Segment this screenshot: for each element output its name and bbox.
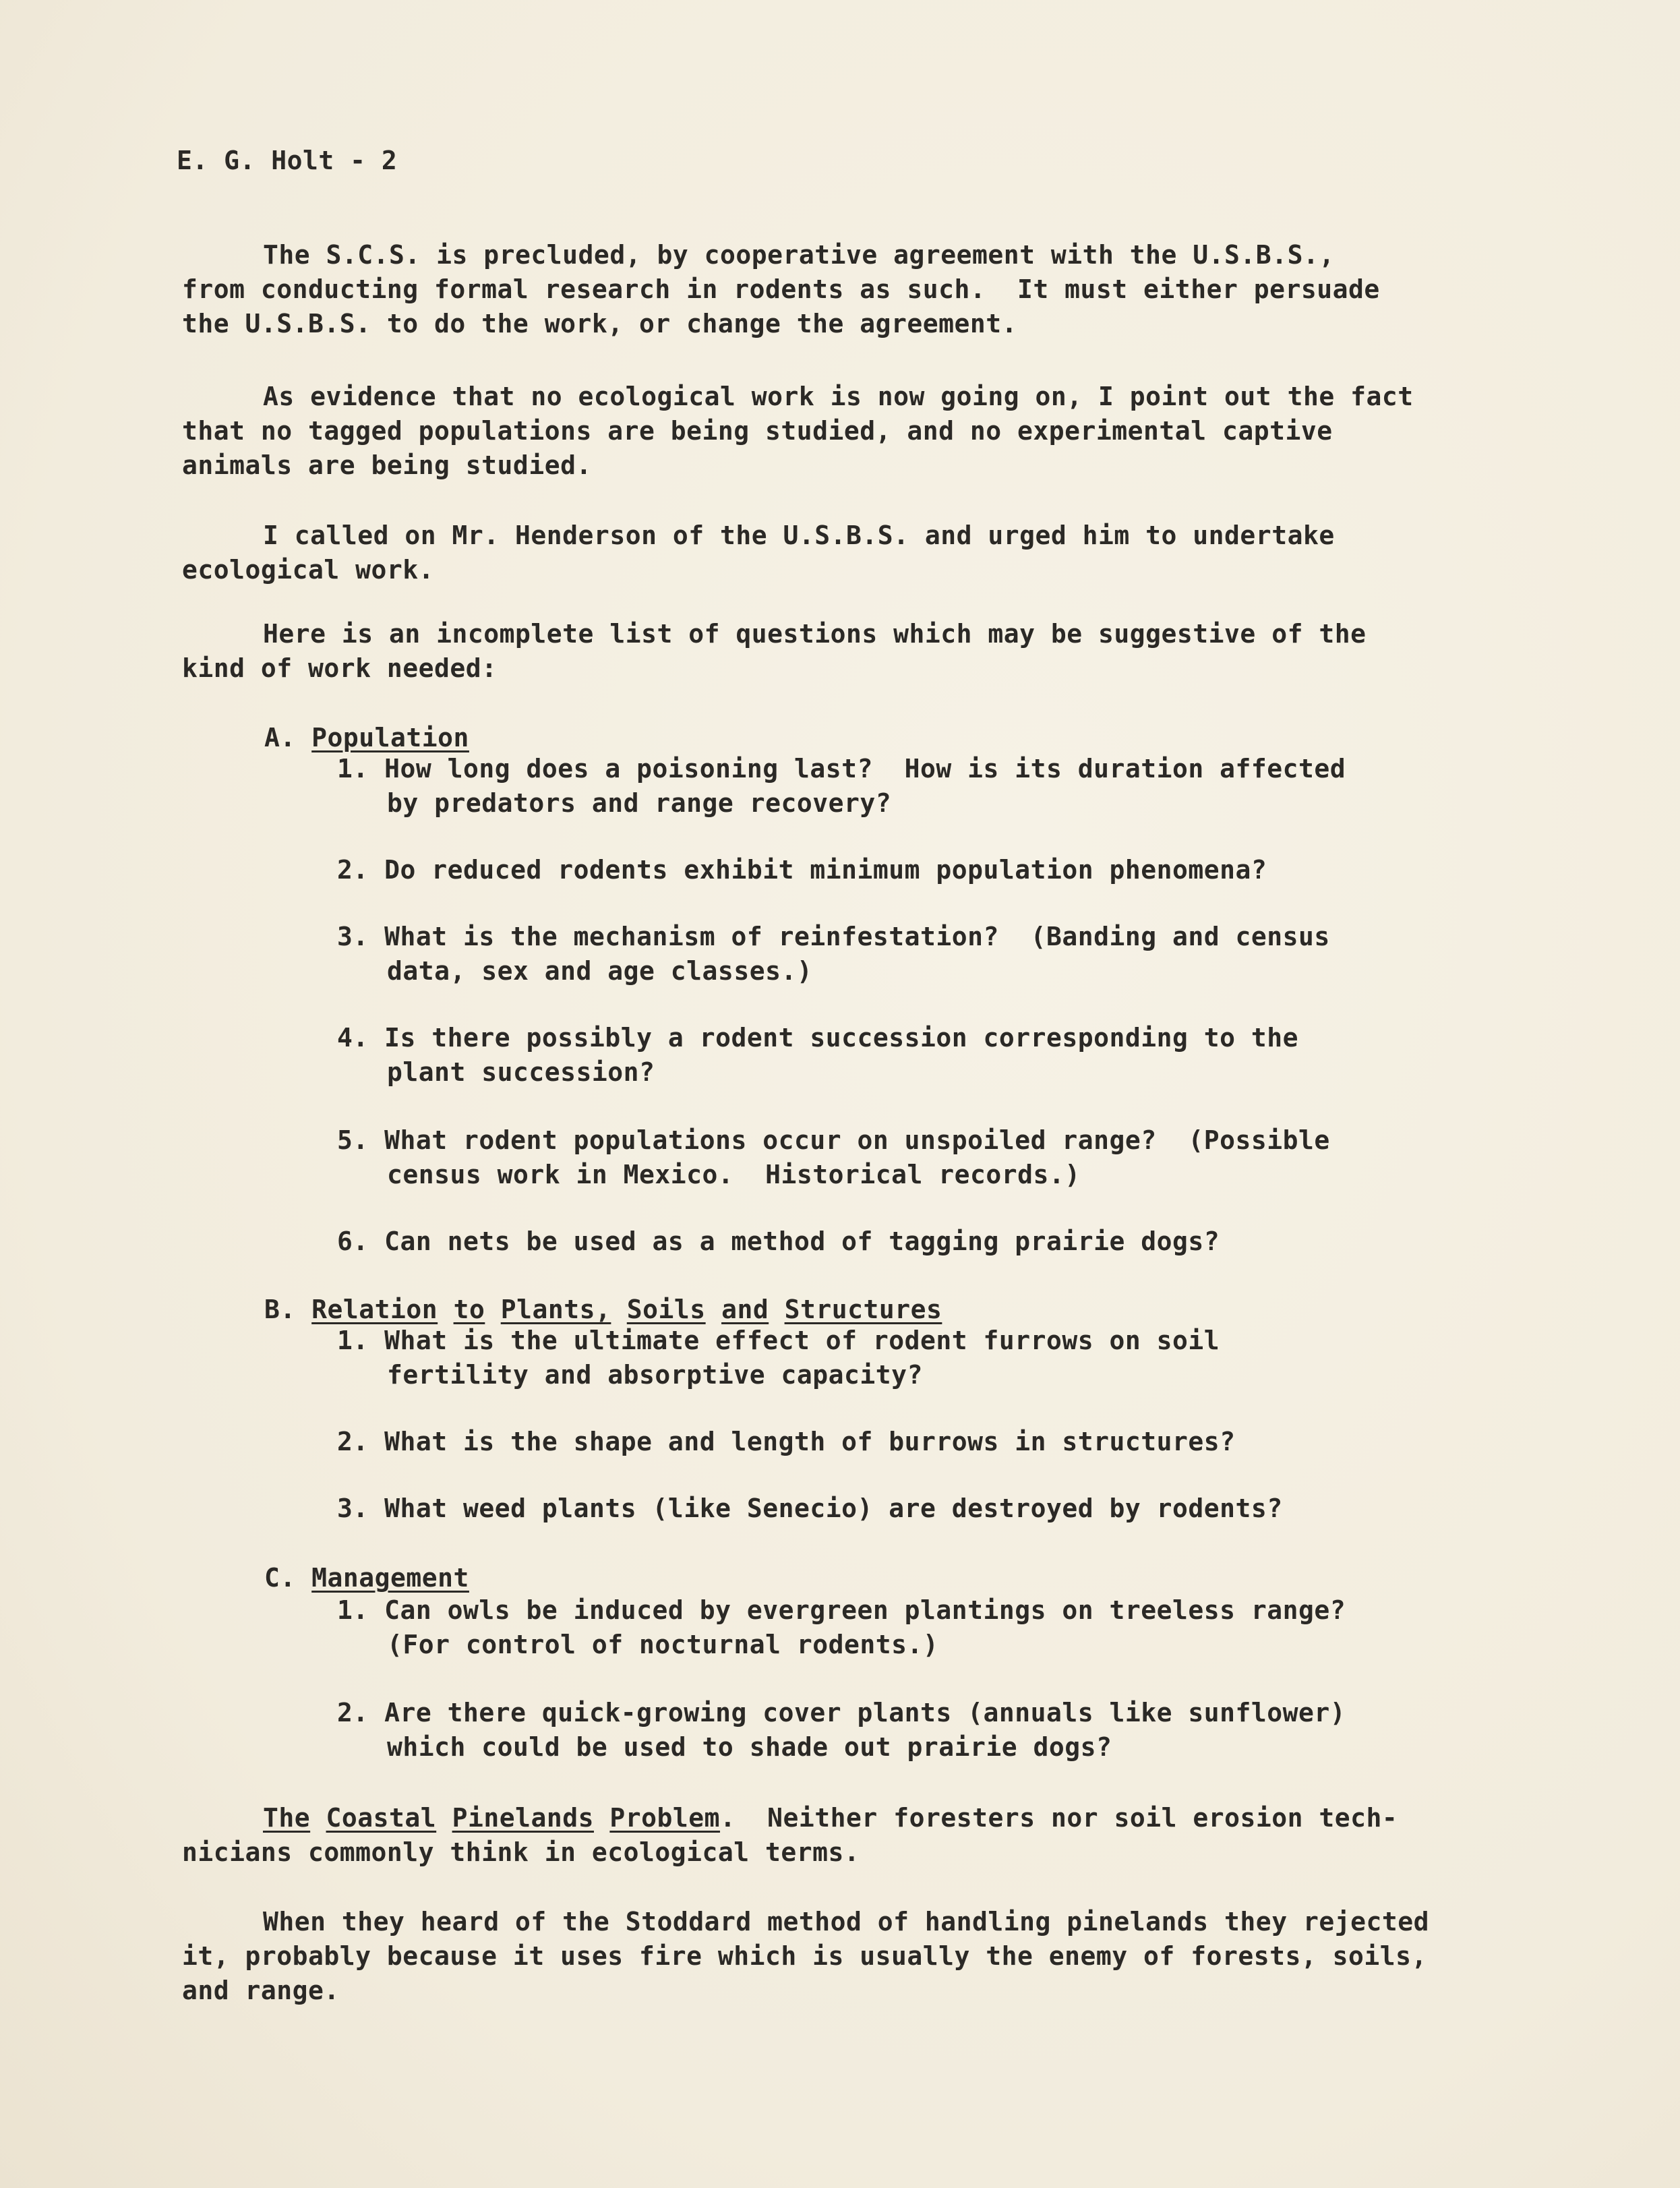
- c-q1-line1: 1. Can owls be induced by evergreen plantings on treeless range?: [337, 1595, 1346, 1625]
- coastal-line1-rest: . Neither foresters nor soil erosion tech-: [720, 1803, 1398, 1833]
- para2-line2: that no tagged populations are being studied, and no experimental captive: [182, 416, 1333, 446]
- section-b-title-w1: Relation: [311, 1295, 438, 1324]
- a-q3-line2: data, sex and age classes.): [387, 956, 813, 986]
- para3-line2: ecological work.: [182, 555, 435, 585]
- para4-line2: kind of work needed:: [182, 653, 498, 683]
- b-q1-line1: 1. What is the ultimate effect of rodent furrows on soil: [337, 1326, 1220, 1355]
- para3-line1: I called on Mr. Henderson of the U.S.B.S. and urged him to undertake: [263, 521, 1335, 550]
- para-last-line1: When they heard of the Stoddard method of handling pinelands they rejected: [263, 1907, 1429, 1936]
- b-q1-line2: fertility and absorptive capacity?: [387, 1360, 923, 1390]
- section-c-letter: C.: [264, 1563, 296, 1593]
- a-q5-line2: census work in Mexico. Historical records.): [387, 1160, 1081, 1189]
- para2-line3: animals are being studied.: [182, 450, 592, 480]
- section-b-title-w5: and: [721, 1295, 769, 1324]
- coastal-title-w2: Coastal: [326, 1803, 437, 1833]
- section-b-title-w6: Structures: [784, 1295, 942, 1324]
- section-b-title-w2: to: [453, 1295, 485, 1324]
- para1-line2: from conducting formal research in rodents as such. It must either persuade: [182, 274, 1380, 304]
- coastal-title-w3: Pinelands: [452, 1803, 594, 1833]
- section-a-heading: [264, 720, 469, 755]
- a-q1-line2: by predators and range recovery?: [387, 788, 892, 818]
- a-q4-line2: plant succession?: [387, 1057, 655, 1087]
- a-q5-line1: 5. What rodent populations occur on unspoiled range? (Possible: [337, 1125, 1330, 1155]
- para1-line1: The S.C.S. is precluded, by cooperative agreement with the U.S.B.S.,: [263, 240, 1335, 270]
- a-q2-line1: 2. Do reduced rodents exhibit minimum population phenomena?: [337, 855, 1267, 885]
- section-a-title: Population: [311, 723, 469, 752]
- b-q2-line1: 2. What is the shape and length of burrows in structures?: [337, 1427, 1236, 1456]
- para-last-line3: and range.: [182, 1976, 340, 2005]
- a-q1-line1: 1. How long does a poisoning last? How is its duration affected: [337, 754, 1346, 783]
- section-c-title: Management: [311, 1563, 469, 1593]
- b-q3-line1: 3. What weed plants (like Senecio) are destroyed by rodents?: [337, 1494, 1283, 1523]
- page-header: E. G. Holt - 2: [177, 146, 398, 175]
- para-last-line2: it, probably because it uses fire which is usually the enemy of forests, soils,: [182, 1941, 1427, 1971]
- c-q2-line1: 2. Are there quick-growing cover plants (annuals like sunflower): [337, 1698, 1346, 1727]
- section-c-heading: [264, 1560, 469, 1595]
- section-b-heading: [264, 1292, 942, 1327]
- section-b-letter: B.: [264, 1295, 296, 1324]
- coastal-title-w1: The: [263, 1803, 311, 1833]
- section-b-title-w3: Plants,: [500, 1295, 611, 1324]
- coastal-title-w4: Problem: [609, 1803, 721, 1833]
- para1-line3: the U.S.B.S. to do the work, or change the agreement.: [182, 309, 1018, 338]
- a-q4-line1: 4. Is there possibly a rodent succession corresponding to the: [337, 1023, 1299, 1053]
- a-q6-line1: 6. Can nets be used as a method of tagging prairie dogs?: [337, 1226, 1220, 1256]
- section-b-title-w4: Soils: [626, 1295, 706, 1324]
- para2-line1: As evidence that no ecological work is now going on, I point out the fact: [263, 382, 1414, 411]
- para4-line1: Here is an incomplete list of questions which may be suggestive of the: [263, 619, 1367, 649]
- c-q1-line2: (For control of nocturnal rodents.): [387, 1630, 939, 1659]
- coastal-line1: [263, 1800, 1398, 1835]
- c-q2-line2: which could be used to shade out prairie dogs?: [387, 1732, 1112, 1762]
- section-a-letter: A.: [264, 723, 296, 752]
- coastal-line2: nicians commonly think in ecological terms.: [182, 1837, 860, 1867]
- a-q3-line1: 3. What is the mechanism of reinfestation? (Banding and census: [337, 922, 1330, 951]
